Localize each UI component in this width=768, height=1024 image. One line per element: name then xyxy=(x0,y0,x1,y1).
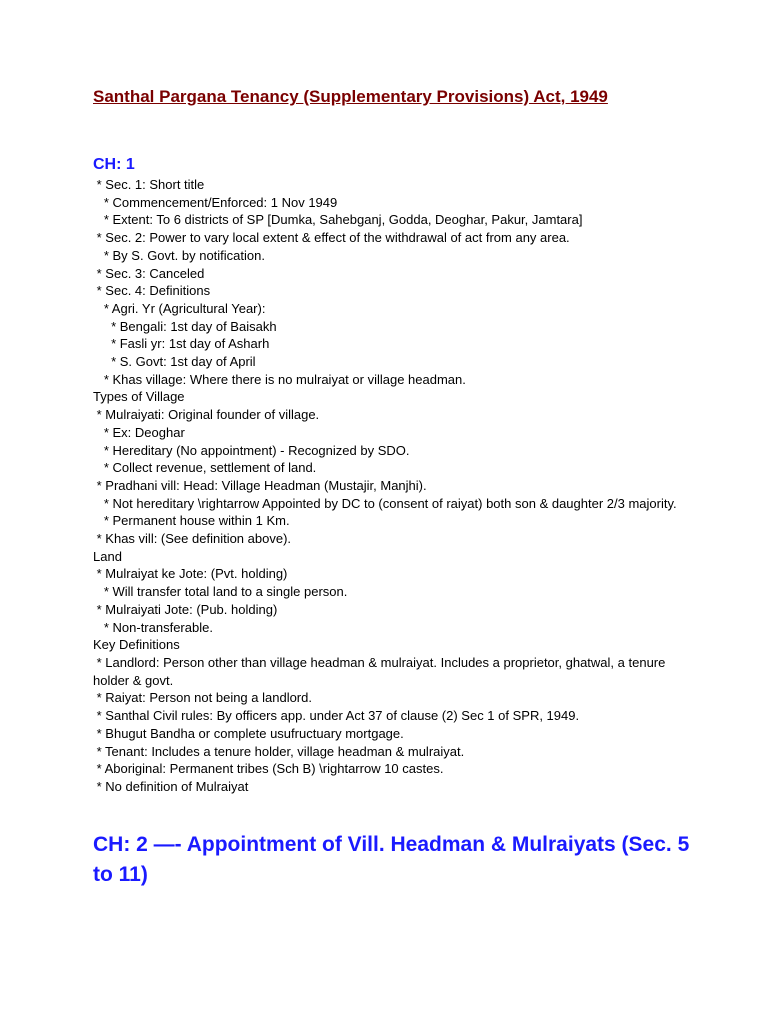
content-line: Land xyxy=(93,548,122,564)
chapter-1-content xyxy=(93,176,683,796)
content-line: * Extent: To 6 districts of SP [Dumka, Sahebganj, Godda, Deoghar, Pakur, Jamtara] xyxy=(93,212,583,228)
content-line: * Khas vill: (See definition above). xyxy=(93,531,292,547)
content-line: * Sec. 3: Canceled xyxy=(93,265,205,281)
content-line: * Agri. Yr (Agricultural Year): xyxy=(93,300,266,316)
content-line: * Tenant: Includes a tenure holder, village headman & mulraiyat. xyxy=(93,743,465,759)
content-line: * Ex: Deoghar xyxy=(93,424,185,440)
content-line: * Fasli yr: 1st day of Asharh xyxy=(93,336,270,352)
content-line: * Pradhani vill: Head: Village Headman (Mustajir, Manjhi). xyxy=(93,477,427,493)
content-line: * Permanent house within 1 Km. xyxy=(93,513,290,529)
content-line: Key Definitions xyxy=(93,637,180,653)
content-line: * Mulraiyati Jote: (Pub. holding) xyxy=(93,601,278,617)
content-line: * Khas village: Where there is no mulraiyat or village headman. xyxy=(93,371,466,387)
document-title: Santhal Pargana Tenancy (Supplementary Provisions) Act, 1949 xyxy=(93,87,608,106)
content-line: * Commencement/Enforced: 1 Nov 1949 xyxy=(93,194,338,210)
content-line: * Will transfer total land to a single person. xyxy=(93,584,348,600)
content-line: Types of Village xyxy=(93,389,185,405)
content-line: * Mulraiyati: Original founder of village. xyxy=(93,407,320,423)
content-line: * Mulraiyat ke Jote: (Pvt. holding) xyxy=(93,566,288,582)
content-line: * Not hereditary \rightarrow Appointed by DC to (consent of raiyat) both son & daughter 2/3 majority. xyxy=(93,495,677,511)
content-line: * Bengali: 1st day of Baisakh xyxy=(93,318,277,334)
content-line: * Sec. 2: Power to vary local extent & effect of the withdrawal of act from any area. xyxy=(93,230,570,246)
content-line: * S. Govt: 1st day of April xyxy=(93,354,256,370)
chapter-2-heading: CH: 2 —- Appointment of Vill. Headman & Mulraiyats (Sec. 5 to 11) xyxy=(93,833,690,886)
content-line: * Santhal Civil rules: By officers app. under Act 37 of clause (2) Sec 1 of SPR, 1949. xyxy=(93,708,580,724)
content-line: * By S. Govt. by notification. xyxy=(93,247,265,263)
content-line: * Raiyat: Person not being a landlord. xyxy=(93,690,312,706)
content-line: * Sec. 1: Short title xyxy=(93,177,205,192)
content-line: * Aboriginal: Permanent tribes (Sch B) \rightarrow 10 castes. xyxy=(93,761,444,777)
content-line: * Non-transferable. xyxy=(93,619,213,635)
content-line: * Collect revenue, settlement of land. xyxy=(93,460,317,476)
chapter-1-heading: CH: 1 xyxy=(93,156,135,173)
content-line: * Sec. 4: Definitions xyxy=(93,283,211,299)
content-line: * No definition of Mulraiyat xyxy=(93,778,249,794)
content-line: * Landlord: Person other than village headman & mulraiyat. Includes a proprietor, ghatwal, a tenure holder & govt. xyxy=(93,654,669,688)
content-line: * Hereditary (No appointment) - Recognized by SDO. xyxy=(93,442,410,458)
content-line: * Bhugut Bandha or complete usufructuary mortgage. xyxy=(93,725,404,741)
